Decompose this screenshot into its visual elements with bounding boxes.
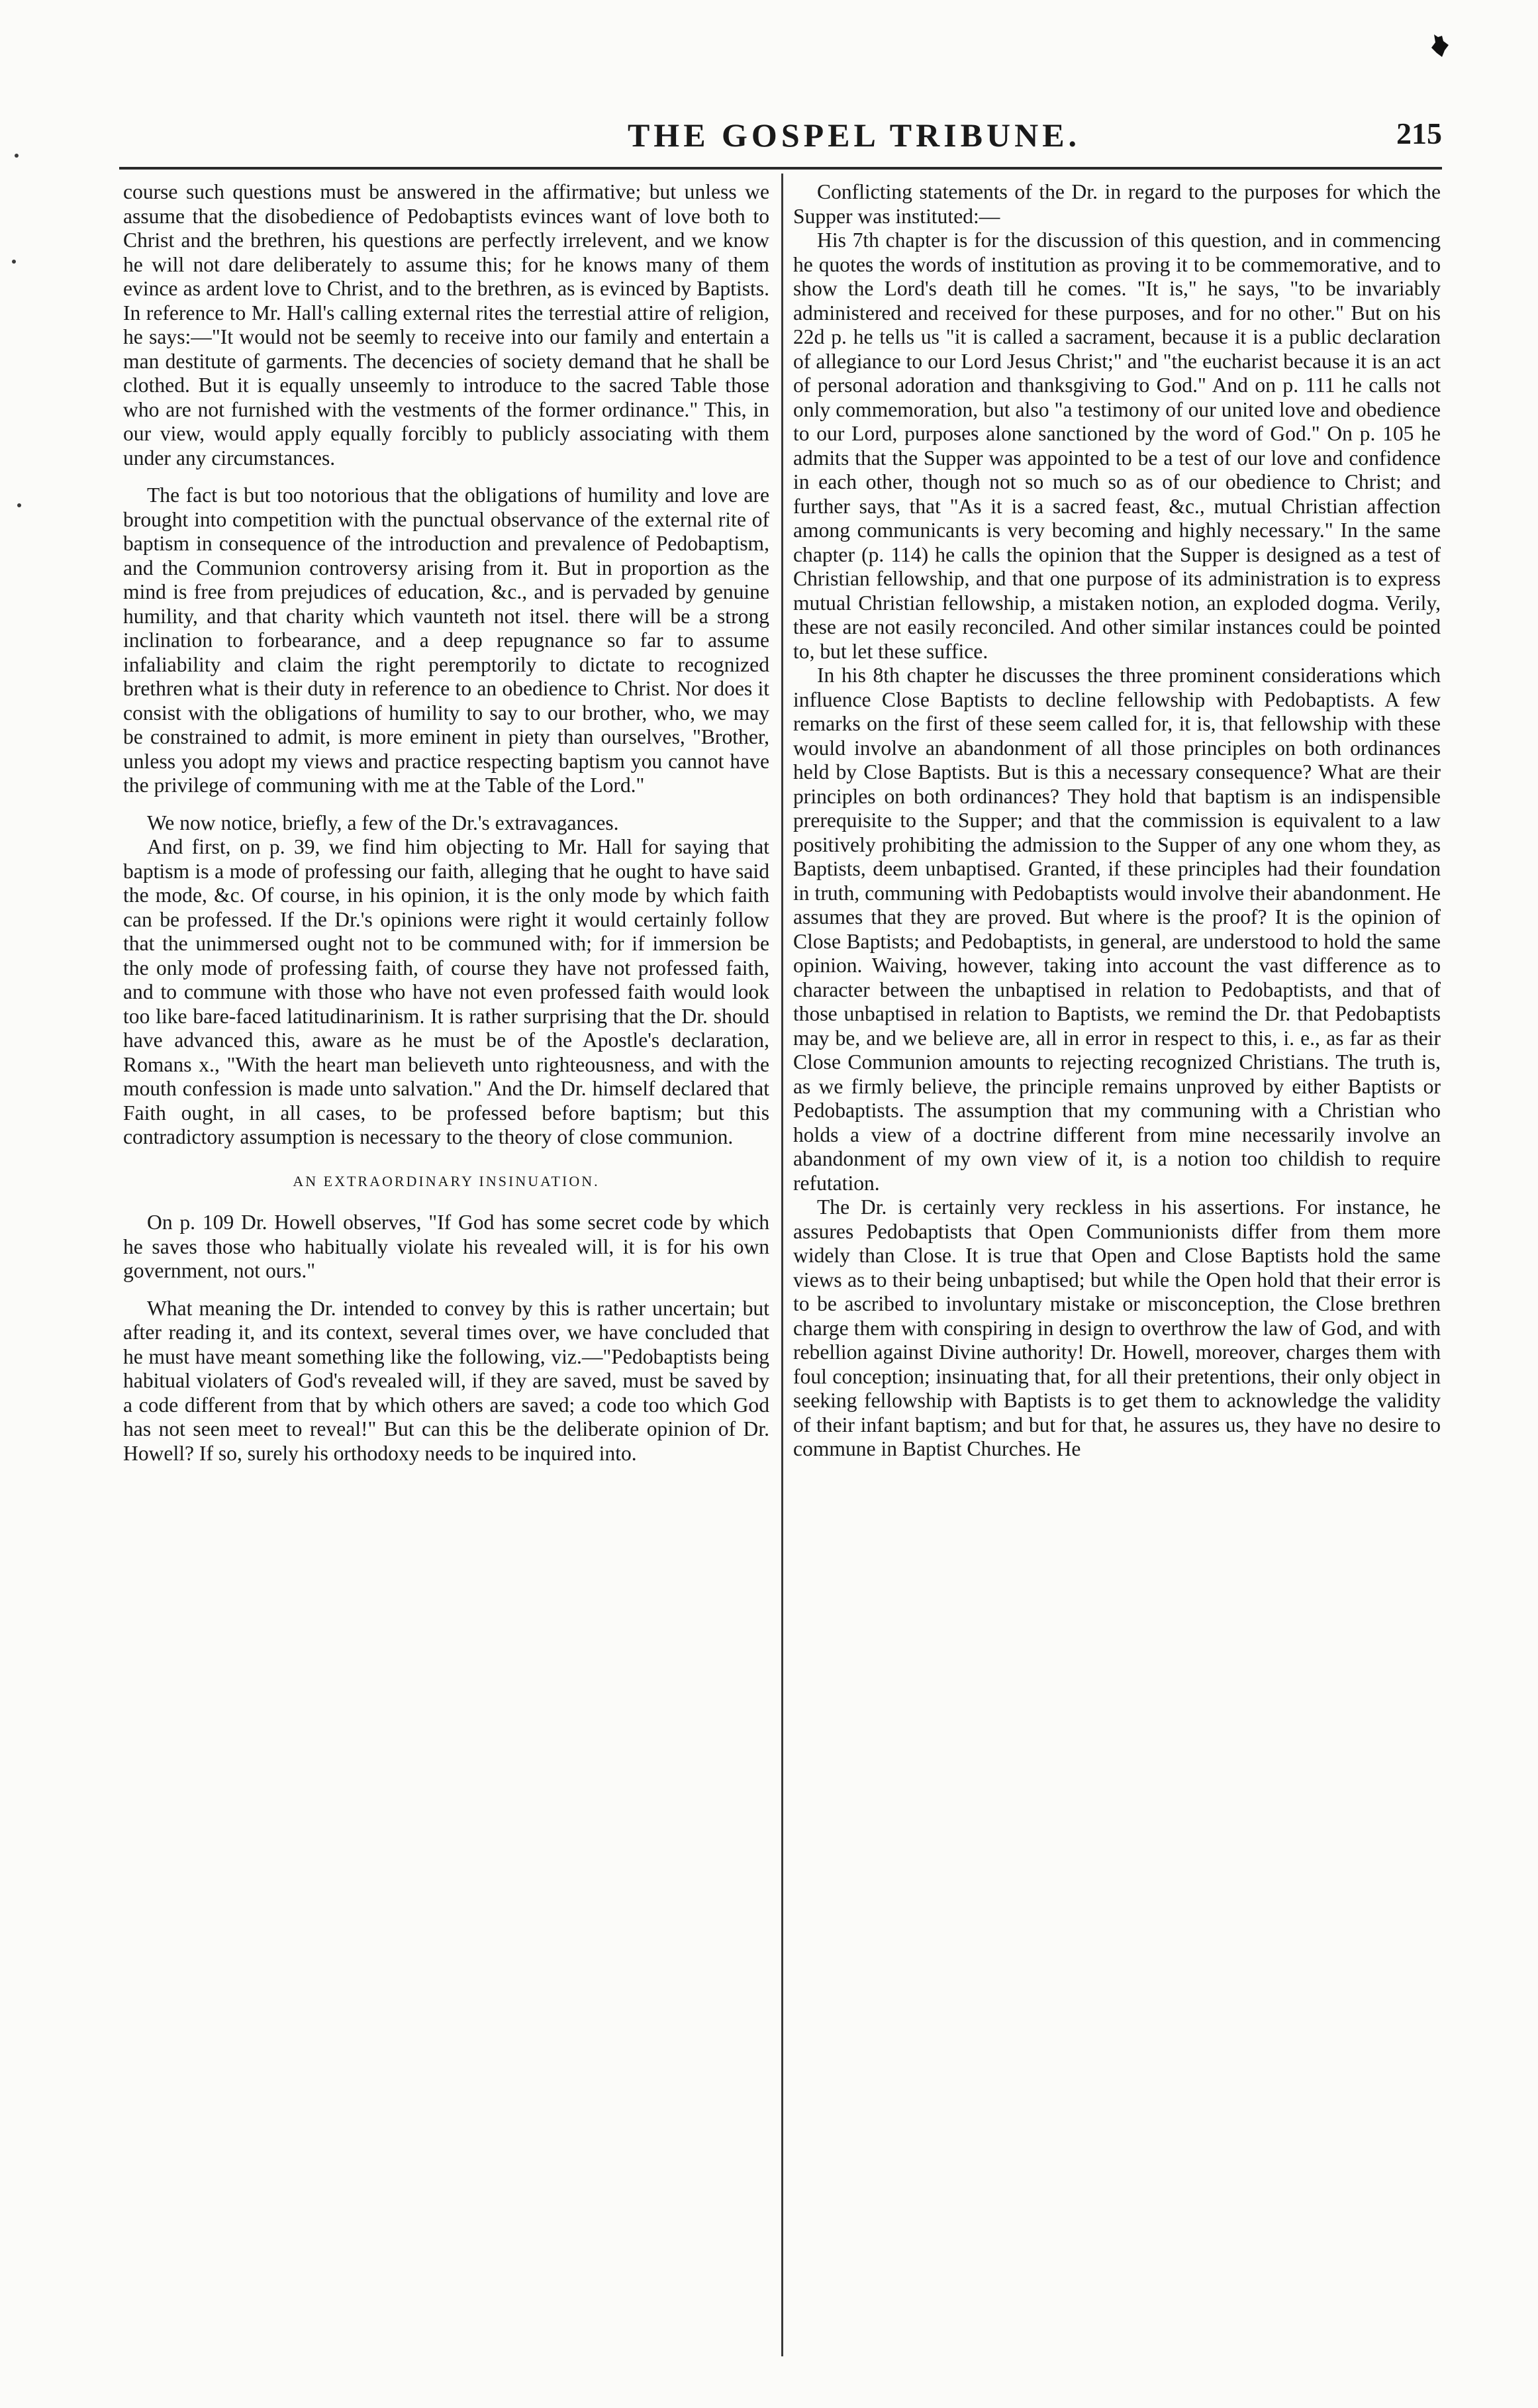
article-paragraph: And first, on p. 39, we find him objecting to Mr. Hall for saying that baptism is a mode of professing our faith, alleging that he ought to have said the mode, &c. Of course, in his opinion, it is the only mode by which faith can be professed. If the Dr.'s opinions were right it would certainly follow that the unimmersed ought not to be communed with; for if immersion be the only mode of professing faith, of course they have not professed faith, and to commune with those who have not even professed faith would look too like bare-faced latitudinarinism. It is rather surprising that the Dr. should have advanced this, aware as he must be of the Apostle's declaration, Romans x., "With the heart man believeth unto righteousness, and with the mouth confession is made unto salvation." And the Dr. himself declared that Faith ought, in all cases, to be professed before baptism; but this contradictory assumption is necessary to the theory of close communion.: [123, 835, 769, 1148]
article-paragraph: The fact is but too notorious that the obligations of humility and love are brought into competition with the punctual observance of the external rite of baptism in consequence of the introduction and prevalence of Pedobaptism, and the Communion controversy arising from it. But in proportion as the mind is free from prejudices of education, &c., and is pervaded by genuine humility, and that charity which vaunteth not itsel. there will be a strong inclination to forbearance, and a deep repugnance so far to assume infaliability and claim the right peremptorily to dictate to recognized brethren what is their duty in reference to an obedience to Christ. Nor does it consist with the obligations of humility to say to our brother, who, we may be constrained to admit, is more eminent in piety than ourselves, "Brother, unless you adopt my views and practice respecting baptism you cannot have the privilege of communing with me at the Table of the Lord.": [123, 483, 769, 797]
left-column: [123, 180, 769, 1466]
header-rule: [119, 167, 1442, 170]
article-paragraph: His 7th chapter is for the discussion of this question, and in commencing he quotes the words of institution as proving it to be commemorative, and to show the Lord's death till he comes. "It is," he says, "to be invariably administered and received for these purposes, and for no other." But on his 22d p. he tells us "it is called a sacrament, because it is a public declaration of allegiance to our Lord Jesus Christ;" and "the eucharist because it is an act of personal adoration and thanksgiving to God." And on p. 111 he calls not only commemoration, but also "a testimony of our united love and obedience to our Lord, purposes alone sanctioned by the word of God." On p. 105 he admits that the Supper was appointed to be a test of our love and confidence in each other, though not so much so as of our obedience to Christ; and further says, that "As it is a sacred feast, &c., mutual Christian affection among communicants is very becoming and highly necessary." In the same chapter (p. 114) he calls the opinion that the Supper is designed as a test of Christian fellowship, and that one purpose of its administration is to express mutual Christian fellowship, a mistaken notion, an exploded dogma. Verily, these are not easily reconciled. And other similar instances could be pointed to, but let these suffice.: [793, 228, 1441, 663]
margin-speck: [17, 503, 21, 507]
section-heading: AN EXTRAORDINARY INSINUATION.: [293, 1172, 600, 1189]
article-paragraph: We now notice, briefly, a few of the Dr.'s extravagances.: [147, 811, 619, 834]
right-column: [793, 180, 1441, 1462]
margin-speck: [15, 154, 19, 158]
article-paragraph: Conflicting statements of the Dr. in regard to the purposes for which the Supper was instituted:—: [793, 180, 1441, 228]
ink-blot-mark: [1429, 33, 1451, 58]
article-paragraph: The Dr. is certainly very reckless in his assertions. For instance, he assures Pedobaptists that Open Communionists differ from them more widely than Close. It is true that Open and Close Baptists hold the same views as to their being unbaptised; but while the Open hold that their error is to be ascribed to involuntary mistake or misconception, the Close brethren charge them with conspiring in design to overthrow the law of God, and with rebellion against Divine authority! Dr. Howell, moreover, charges them with foul conception; insinuating that, for all their pretentions, their only object in seeking fellowship with Baptists is to get them to acknowledge the validity of their infant baptism; and but for that, he assures us, they have no desire to commune in Baptist Churches. He: [793, 1195, 1441, 1460]
article-paragraph: What meaning the Dr. intended to convey by this is rather uncertain; but after reading it, and its context, several times over, we have concluded that he must have meant something like the following, viz.—"Pedobaptists being habitual violaters of God's revealed will, if they are saved, must be saved by a code different from that by which others are saved; a code too which God has not seen meet to reveal!" But can this be the deliberate opinion of Dr. Howell? If so, surely his orthodoxy needs to be inquired into.: [123, 1296, 769, 1465]
article-paragraph: In his 8th chapter he discusses the three prominent considerations which influence Close Baptists to decline fellowship with Pedobaptists. A few remarks on the first of these seem called for, it is, that fellowship with these would involve an abandonment of all those principles on both ordinances held by Close Baptists. But is this a necessary consequence? What are their principles on both ordinances? They hold that baptism is an indispensible prerequisite to the Supper; and that the commission is equivalent to a law positively prohibiting the admission to the Supper of any one whom they, as Baptists, deem unbaptised. Granted, if these principles had their foundation in truth, communing with Pedobaptists would involve their abandonment. He assumes that they are proved. But where is the proof? It is the opinion of Close Baptists; and Pedobaptists, in general, are understood to hold the same opinion. Waiving, however, taking into account the vast difference as to character between the unbaptised in relation to Pedobaptists, and that of those unbaptised in relation to Baptists, we remind the Dr. that Pedobaptists may be, and we believe are, all in error in respect to this, i. e., as far as their Close Communion amounts to rejecting recognized Christians. The truth is, as we firmly believe, the principle remains unproved by either Baptists or Pedobaptists. The assumption that my communing with a Christian who holds a view of a doctrine different from mine necessarily involve an abandonment of my own view of it, is a notion too childish to require refutation.: [793, 664, 1441, 1195]
article-paragraph: On p. 109 Dr. Howell observes, "If God has some secret code by which he saves those who habitually violate his revealed will, it is for his own government, not ours.": [123, 1211, 769, 1282]
page-header: [119, 116, 1443, 162]
margin-speck: [12, 260, 16, 264]
article-paragraph: course such questions must be answered in the affirmative; but unless we assume that the disobedience of Pedobaptists evinces want of love both to Christ and the brethren, his questions are perfectly irrelevent, and we know he will not dare deliberately to assume this; for he knows many of them evince as ardent love to Christ, and to the brethren, as is evinced by Baptists. In reference to Mr. Hall's calling external rites the terrestial attire of religion, he says:—"It would not be seemly to receive into our family and entertain a man destitute of garments. The decencies of society demand that he shall be clothed. But it is equally unseemly to introduce to the sacred Table those who are not furnished with the vestments of the former ordinance." This, in our view, would apply equally forcibly to publicly associating with them under any circumstances.: [123, 180, 769, 470]
column-divider: [781, 174, 783, 2356]
page-number: 215: [1396, 117, 1442, 150]
publication-title: THE GOSPEL TRIBUNE.: [627, 117, 1081, 154]
